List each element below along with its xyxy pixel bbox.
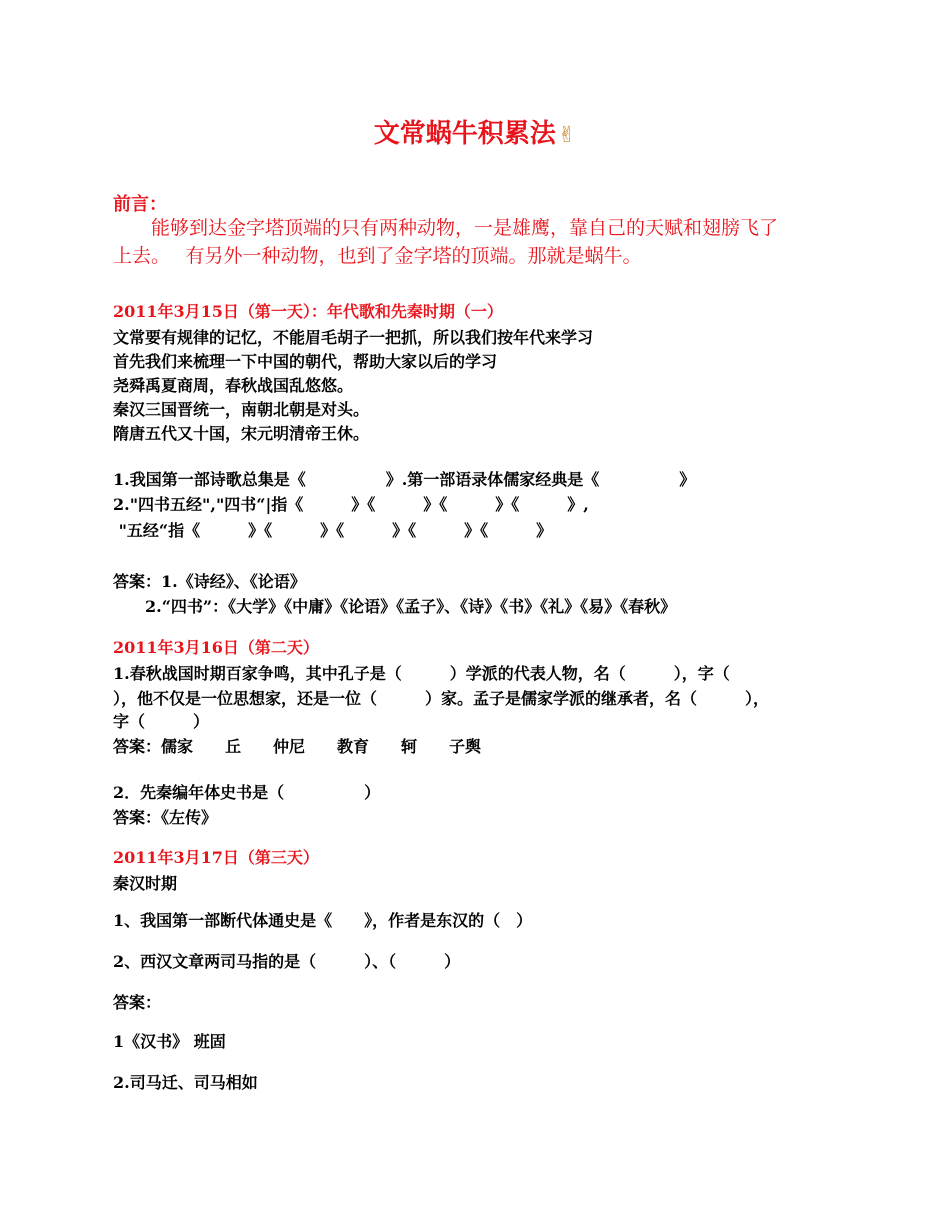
day1-answer: 答案：1.《诗经》、《论语》 (113, 572, 306, 591)
day1-question: "五经“指《 》《 》《 》《 》《 》 (113, 521, 553, 540)
day1-question: 2."四书五经","四书“|指《 》《 》《 》《 》, (113, 495, 589, 514)
day2-heading: 2011年3月16日（第二天） (113, 638, 319, 657)
day3-question: 1、我国第一部断代体通史是《 》，作者是东汉的（ ） (113, 911, 533, 930)
day2-question: 2．先秦编年体史书是（ ） (113, 783, 381, 802)
day2-question: ），他不仅是一位思想家，还是一位（ ）家。孟子是儒家学派的继承者，名（ ）， (113, 689, 770, 708)
day3-period: 秦汉时期 (113, 874, 178, 893)
title-text: 文常蜗牛积累法 (373, 119, 556, 149)
day2-answer: 答案：儒家 丘 仲尼 教育 轲 子舆 (113, 737, 482, 756)
document-title (0, 113, 950, 150)
day1-question: 1.我国第一部诗歌总集是《 》.第一部语录体儒家经典是《 》 (113, 470, 696, 489)
day3-question: 2、西汉文章两司马指的是（ ）、（ ） (113, 952, 461, 971)
day1-text-line: 文常要有规律的记忆，不能眉毛胡子一把抓，所以我们按年代来学习 (113, 328, 594, 347)
day1-text-line: 尧舜禹夏商周，春秋战国乱悠悠。 (113, 376, 354, 395)
preface-heading: 前言： (113, 194, 167, 215)
day1-text-line: 秦汉三国晋统一，南朝北朝是对头。 (113, 400, 370, 419)
day2-question: 1.春秋战国时期百家争鸣，其中孔子是（ ）学派的代表人物，名（ ），字（ (113, 664, 730, 683)
preface-line: 上去。 有另外一种动物，也到了金字塔的顶端。那就是蜗牛。 (113, 245, 642, 267)
day3-answer: 1《汉书》 班固 (113, 1032, 226, 1051)
preface-text (113, 214, 843, 270)
day1-answer: 2.“四书”：《大学》《中庸》《论语》《孟子》、《诗》《书》《礼》《易》《春秋》 (113, 597, 677, 616)
victory-hand-icon: ✌ (557, 123, 577, 148)
preface-line: 能够到达金字塔顶端的只有两种动物，一是雄鹰，靠自己的天赋和翅膀飞了 (113, 217, 779, 239)
day3-answer: 2.司马迁、司马相如 (113, 1073, 258, 1092)
day3-answer-label: 答案： (113, 993, 162, 1012)
day1-text-line: 隋唐五代又十国，宋元明清帝王休。 (113, 424, 370, 443)
day1-text-line: 首先我们来梳理一下中国的朝代，帮助大家以后的学习 (113, 352, 498, 371)
day1-heading: 2011年3月15日（第一天）：年代歌和先秦时期（一） (113, 302, 503, 321)
day3-heading: 2011年3月17日（第三天） (113, 848, 319, 867)
day2-answer: 答案：《左传》 (113, 808, 218, 827)
day2-question: 字（ ） (113, 712, 210, 731)
